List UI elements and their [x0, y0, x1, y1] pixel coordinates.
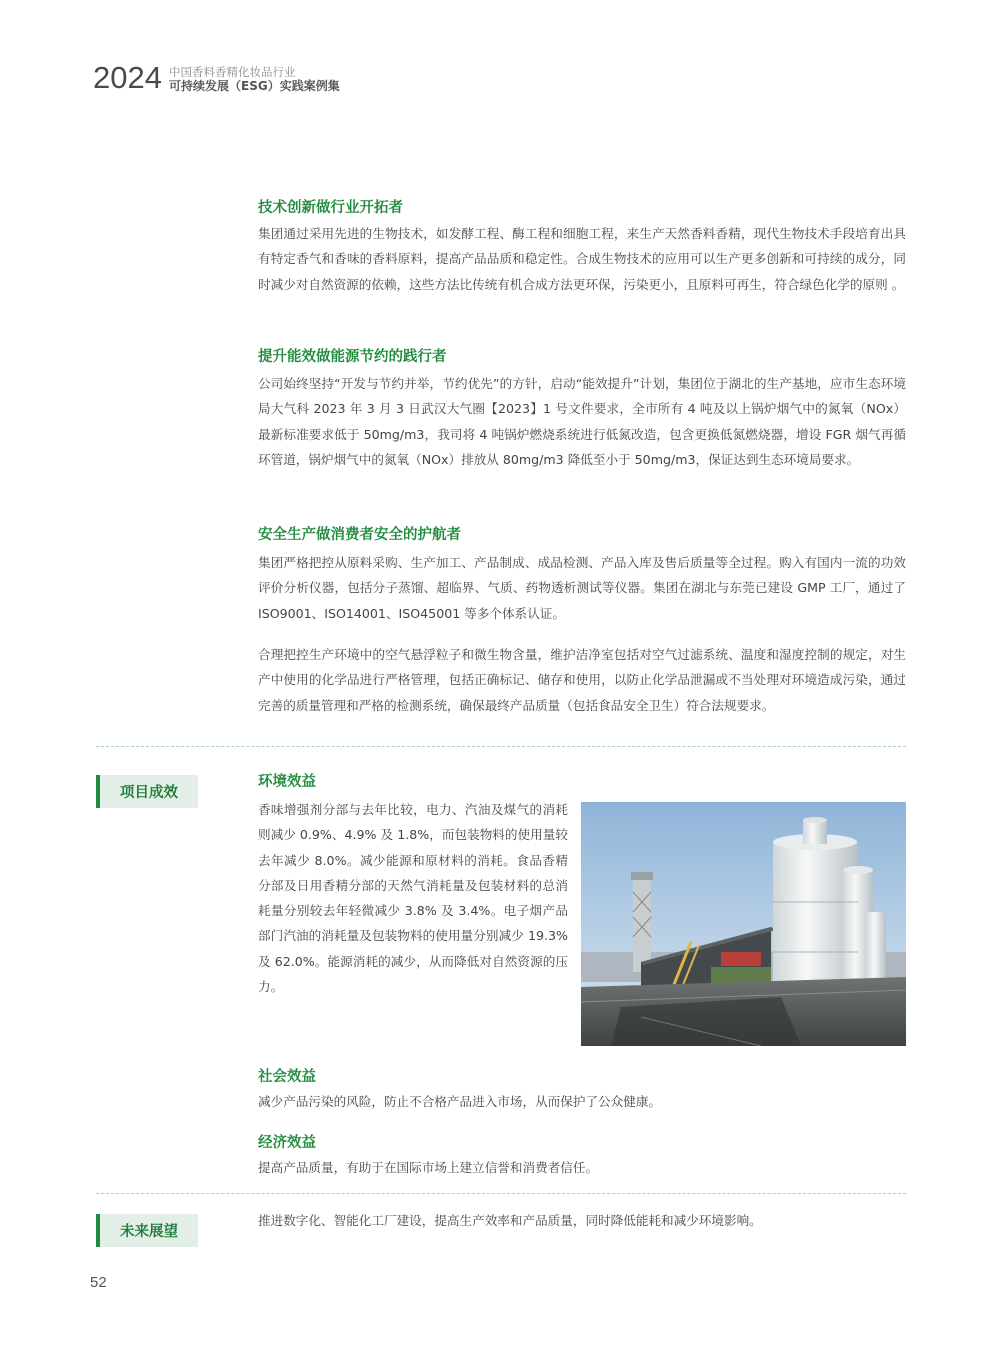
section-title-safety: 安全生产做消费者安全的护航者: [258, 527, 461, 543]
divider-future: [96, 1193, 906, 1194]
section-body-safety-2: 合理把控生产环境中的空气悬浮粒子和微生物含量，维护洁净室包括对空气过滤系统、温度和湿度控制的规定，对生产中使用的化学品进行严格管理，包括正确标记、储存和使用，以防止化学品泄漏或不当处理对环境造成污染，通过完善的质量管理和严格的检测系统，确保最终产品质量（包括食品安全卫生）符合法规要求。: [258, 647, 906, 713]
factory-photo: [581, 802, 906, 1046]
factory-photo-illustration: [581, 802, 906, 1046]
header-subtitle-line2: 可持续发展（ESG）实践案例集: [169, 79, 340, 93]
section-title-tech: 技术创新做行业开拓者: [258, 200, 403, 216]
tag-future: 未来展望: [96, 1214, 198, 1247]
results-social-body: 减少产品污染的风险，防止不合格产品进入市场，从而保护了公众健康。: [258, 1094, 661, 1109]
header-year: 2024: [93, 60, 162, 95]
page-number: 52: [90, 1274, 107, 1291]
results-social-title: 社会效益: [258, 1069, 316, 1085]
divider-results: [96, 746, 906, 747]
header-subtitle-line1: 中国香料香精化妆品行业: [169, 65, 296, 79]
results-env-title: 环境效益: [258, 774, 316, 790]
results-econ-body: 提高产品质量，有助于在国际市场上建立信誉和消费者信任。: [258, 1160, 599, 1175]
section-title-energy: 提升能效做能源节约的践行者: [258, 349, 447, 365]
future-body: 推进数字化、智能化工厂建设，提高生产效率和产品质量，同时降低能耗和减少环境影响。: [258, 1213, 762, 1228]
results-econ-title: 经济效益: [258, 1135, 316, 1151]
section-body-energy: 公司始终坚持“开发与节约并举，节约优先”的方针，启动“能效提升”计划，集团位于湖北的生产基地，应市生态环境局大气科 2023 年 3 月 3 日武汉大气圈【2023】1 号文件要求，全市所有 4 吨及以上锅炉烟气中的氮氧（NOx）最新标准要求低于 50mg/m3，我司将 4 吨锅炉燃烧系统进行低氮改造，包含更换低氮燃烧器，增设 FGR 烟气再循环管道，锅炉烟气中的氮氧（NOx）排放从 80mg/m3 降低至小于 50mg/m3，保证达到生态环境局要求。: [258, 376, 906, 467]
tag-results: 项目成效: [96, 775, 198, 808]
section-body-safety-1: 集团严格把控从原料采购、生产加工、产品制成、成品检测、产品入库及售后质量等全过程。购入有国内一流的功效评价分析仪器，包括分子蒸馏、超临界、气质、药物透析测试等仪器。集团在湖北与东莞已建设 GMP 工厂，通过了 ISO9001、ISO14001、ISO45001 等多个体系认证。: [258, 555, 906, 621]
results-env-body: 香味增强剂分部与去年比较，电力、汽油及煤气的消耗则减少 0.9%、4.9% 及 1.8%，而包装物料的使用量较去年减少 8.0%。减少能源和原材料的消耗。食品香精分部及日用香精分部的天然气消耗量及包装材料的总消耗量分别较去年轻微减少 3.8% 及 3.4%。电子烟产品部门汽油的消耗量及包装物料的使用量分别减少 19.3% 及 62.0%。能源消耗的减少，从而降低对自然资源的压力。: [258, 802, 568, 995]
section-body-tech: 集团通过采用先进的生物技术，如发酵工程、酶工程和细胞工程，来生产天然香料香精，现代生物技术手段培育出具有特定香气和香味的香料原料，提高产品品质和稳定性。合成生物技术的应用可以生产更多创新和可持续的成分，同时减少对自然资源的依赖，这些方法比传统有机合成方法更环保，污染更小，且原料可再生，符合绿色化学的原则 。: [258, 226, 906, 292]
